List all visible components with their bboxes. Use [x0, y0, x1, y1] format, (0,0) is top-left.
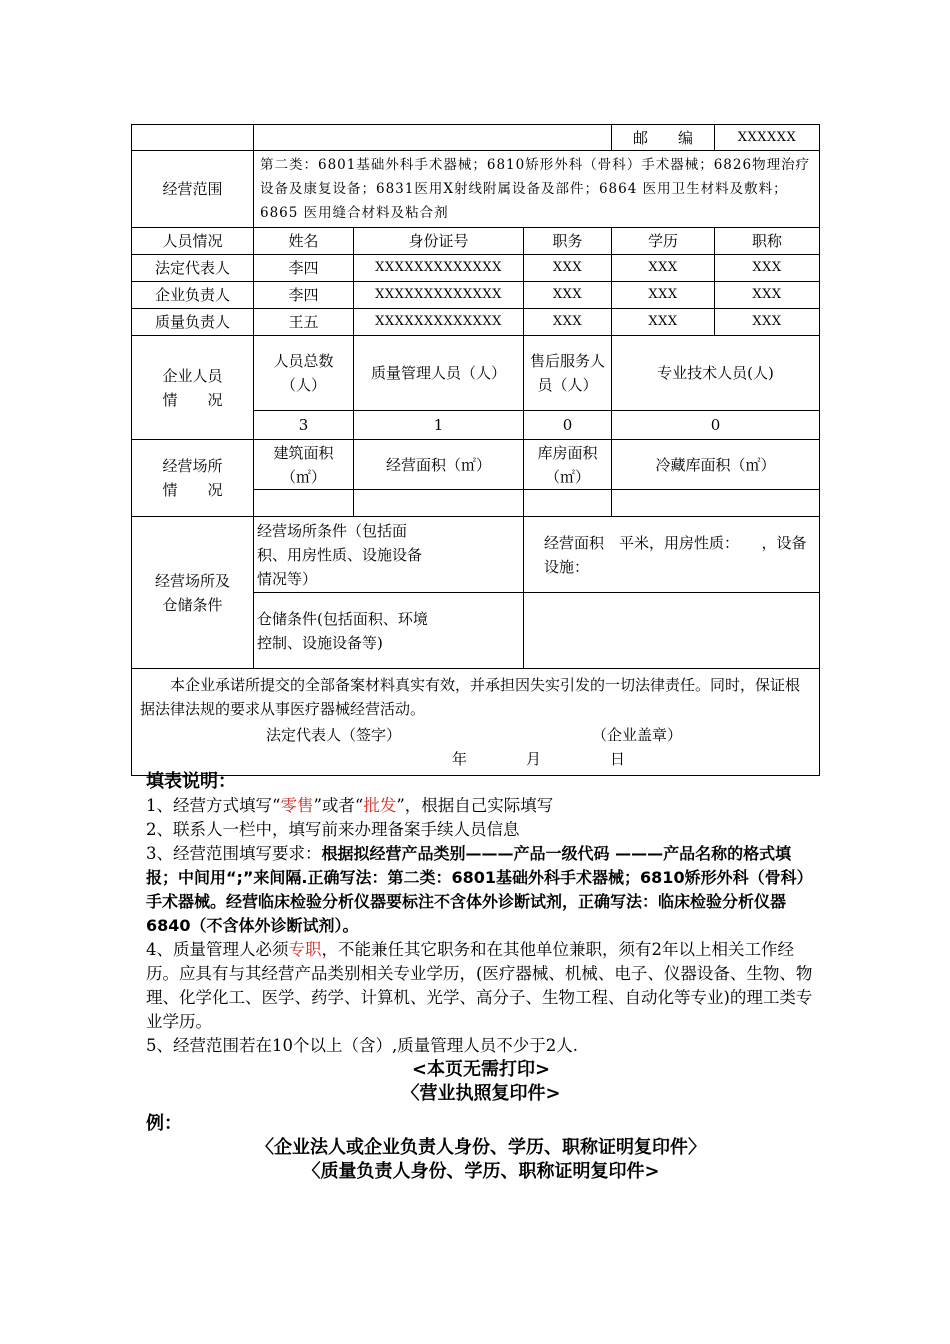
blank-label-cell [132, 125, 254, 151]
instruction-item-1: 1、经营方式填写“零售”或者“批发”，根据自己实际填写 [146, 796, 554, 815]
personnel-post: XXX [524, 255, 612, 282]
staff-qm-label: 质量管理人员（人） [354, 336, 524, 411]
personnel-title: XXX [715, 282, 820, 309]
premises-label-line2: 情 况 [162, 481, 223, 499]
personnel-role: 企业负责人 [132, 282, 254, 309]
storage-conditions-value [524, 593, 820, 669]
business-license-placeholder: 〈营业执照复印件> [401, 1083, 561, 1104]
instruction-item-5: 5、经营范围若在10个以上（含）,质量管理人员不少于2人. [146, 1036, 578, 1055]
staff-section-label [132, 336, 254, 440]
conditions-label-line2: 仓储条件 [162, 595, 223, 614]
cold-area-value [612, 490, 820, 517]
op-area-label: 经营面积（㎡） [354, 440, 524, 490]
scope-label: 经营范围 [132, 151, 254, 228]
place-conditions-value: 经营面积 平米，用房性质： ，设备设施： [524, 517, 820, 593]
postcode-value: XXXXXX [715, 125, 820, 151]
no-print-note: <本页无需打印> [411, 1059, 551, 1080]
company-seal-label: （企业盖章） [592, 726, 683, 744]
commitment-cell [132, 669, 820, 776]
blank-value-cell [254, 125, 612, 151]
staff-label-line2: 情 况 [162, 390, 223, 409]
personnel-post: XXX [524, 282, 612, 309]
instructions-heading: 填表说明： [146, 771, 236, 792]
staff-label-line1: 企业人员 [162, 366, 223, 385]
postcode-label: 邮 编 [612, 125, 715, 151]
personnel-name: 王五 [254, 309, 354, 336]
personnel-post: XXX [524, 309, 612, 336]
staff-qm-value: 1 [354, 411, 524, 440]
personnel-edu: XXX [612, 309, 715, 336]
personnel-id: XXXXXXXXXXXXX [354, 282, 524, 309]
quality-person-docs-placeholder: 〈质量负责人身份、学历、职称证明复印件> [302, 1161, 660, 1182]
op-area-value [354, 490, 524, 517]
store-area-value [524, 490, 612, 517]
staff-total-label: 人员总数（人） [254, 336, 354, 411]
staff-total-value: 3 [254, 411, 354, 440]
date-year-label: 年 [452, 750, 468, 768]
personnel-role: 质量负责人 [132, 309, 254, 336]
scope-text: 第二类：6801基础外科手术器械；6810矫形外科（骨科）手术器械；6826物理治疗设备及康复设备；6831医用X射线附属设备及部件；6864 医用卫生材料及敷料；6865 医用缝合材料及粘合剂 [254, 151, 820, 228]
commitment-text: 本企业承诺所提交的全部备案材料真实有效，并承担因失实引发的一切法律责任。同时，保证根据法律法规的要求从事医疗器械经营活动。 [140, 676, 801, 718]
personnel-name: 李四 [254, 282, 354, 309]
conditions-label-line1: 经营场所及 [154, 571, 230, 590]
personnel-role: 法定代表人 [132, 255, 254, 282]
personnel-header-name: 姓名 [254, 228, 354, 255]
instruction-item-3: 3、经营范围填写要求：根据拟经营产品类别———产品一级代码 ———产品名称的格式填报；中间用“;”来间隔.正确写法：第二类：6801基础外科手术器械；6810矫形外科（骨科）手术器械。经营临床检验分析仪器要标注不含体外诊断试剂，正确写法：临床检验分析仪器6840（不含体外诊断试剂）。 [146, 844, 813, 935]
build-area-label: 建筑面积（㎡） [254, 440, 354, 490]
table-row [132, 255, 820, 282]
legal-person-docs-placeholder: 〈企业法人或企业负责人身份、学历、职称证明复印件〉 [256, 1137, 706, 1158]
personnel-id: XXXXXXXXXXXXX [354, 255, 524, 282]
staff-after-sales-label: 售后服务人员（人） [524, 336, 612, 411]
storage-conditions-label: 仓储条件(包括面积、环境控制、设施设备等) [254, 593, 524, 669]
personnel-edu: XXX [612, 255, 715, 282]
store-area-label: 库房面积（㎡） [524, 440, 612, 490]
conditions-section-label [132, 517, 254, 669]
personnel-title: XXX [715, 255, 820, 282]
premises-section-label [132, 440, 254, 517]
personnel-title: XXX [715, 309, 820, 336]
legal-rep-signature-label: 法定代表人（签字） [266, 726, 402, 744]
personnel-name: 李四 [254, 255, 354, 282]
personnel-header-title: 职称 [715, 228, 820, 255]
cold-area-label: 冷藏库面积（㎡） [612, 440, 820, 490]
staff-tech-label: 专业技术人员(人) [612, 336, 820, 411]
personnel-header-id: 身份证号 [354, 228, 524, 255]
example-label: 例： [146, 1113, 182, 1134]
instruction-item-2: 2、联系人一栏中，填写前来办理备案手续人员信息 [146, 820, 520, 839]
date-day-label: 日 [610, 750, 626, 768]
staff-after-sales-value: 0 [524, 411, 612, 440]
personnel-header-edu: 学历 [612, 228, 715, 255]
instruction-item-4: 4、质量管理人必须专职，不能兼任其它职务和在其他单位兼职，须有2年以上相关工作经历。应具有与其经营产品类别相关专业学历，(医疗器械、机械、电子、仪器设备、生物、物理、化学化工、医学、药学、计算机、光学、高分子、生物工程、自动化等专业)的理工类专业学历。 [146, 940, 813, 1031]
premises-label-line1: 经营场所 [162, 457, 223, 475]
place-conditions-label: 经营场所条件（包括面积、用房性质、设施设备情况等） [254, 517, 524, 593]
table-row [132, 282, 820, 309]
personnel-id: XXXXXXXXXXXXX [354, 309, 524, 336]
date-month-label: 月 [526, 750, 542, 768]
filling-instructions [146, 770, 816, 1184]
build-area-value [254, 490, 354, 517]
table-row [132, 309, 820, 336]
staff-tech-value: 0 [612, 411, 820, 440]
filing-form-table [131, 124, 820, 776]
personnel-header-role: 人员情况 [132, 228, 254, 255]
personnel-edu: XXX [612, 282, 715, 309]
personnel-header-post: 职务 [524, 228, 612, 255]
